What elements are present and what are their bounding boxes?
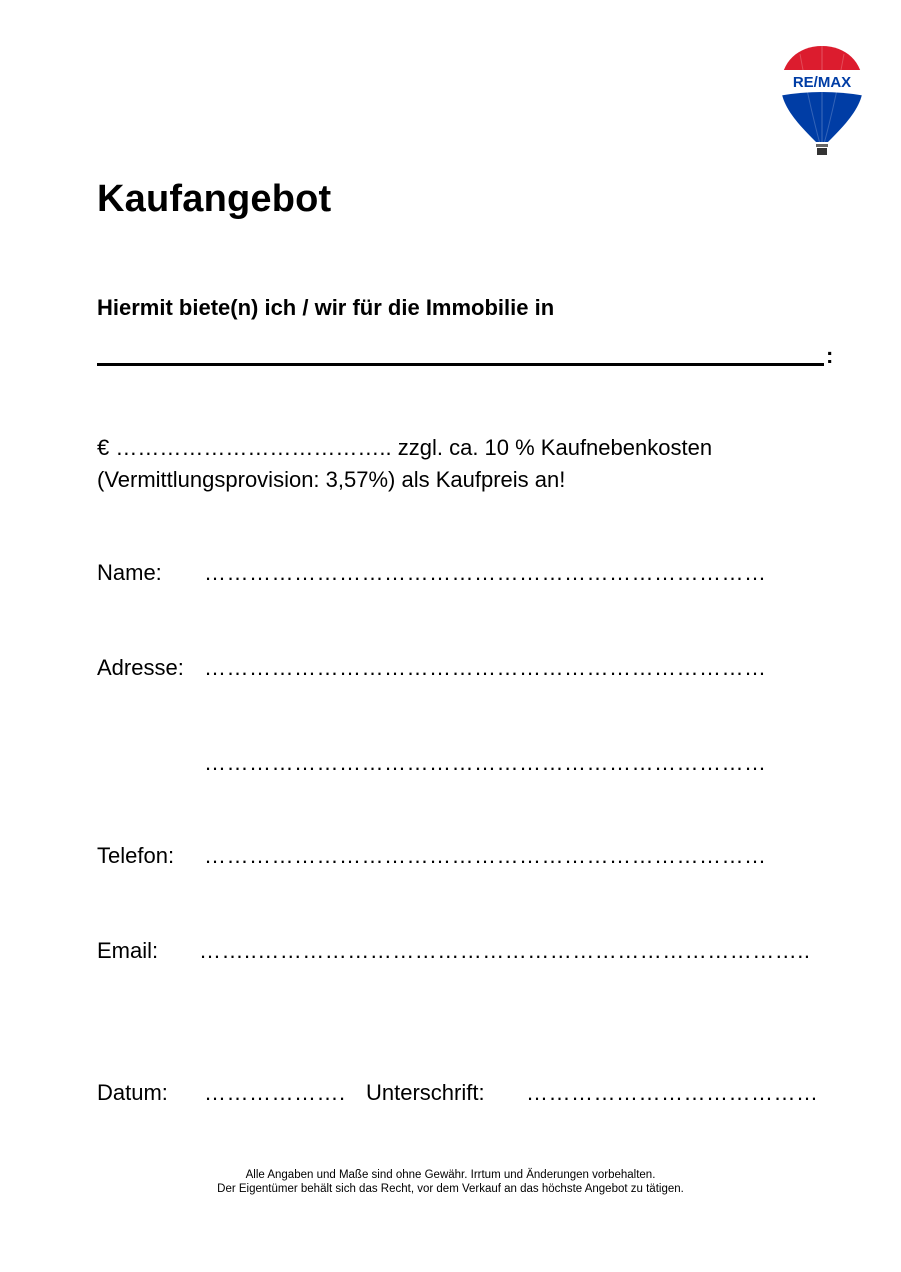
- remax-logo-text: RE/MAX: [792, 74, 852, 91]
- price-blank-dots[interactable]: ………………………………..: [115, 435, 392, 460]
- address-label: Adresse:: [97, 655, 184, 680]
- offer-intro-text: Hiermit biete(n) ich / wir für die Immobilie in: [97, 295, 555, 320]
- address-blank-dots[interactable]: …………………………………………………………………: [204, 655, 767, 680]
- euro-symbol: €: [97, 435, 110, 460]
- price-statement: [97, 432, 712, 496]
- address-second-line-dots[interactable]: …………………………………………………………………: [204, 750, 767, 775]
- phone-label: Telefon:: [97, 843, 175, 868]
- commission-text: (Vermittlungsprovision: 3,57%) als Kaufpreis an!: [97, 467, 566, 492]
- date-label: Datum:: [97, 1080, 168, 1105]
- signature-label: Unterschrift:: [366, 1080, 485, 1105]
- date-blank-dots[interactable]: ……………….: [204, 1080, 346, 1105]
- remax-balloon-logo: [778, 44, 866, 158]
- disclaimer-footer: [0, 1168, 901, 1196]
- hot-air-balloon-icon: [778, 44, 866, 158]
- disclaimer-line-2: Der Eigentümer behält sich das Recht, vor dem Verkauf an das höchste Angebot zu tätigen.: [217, 1183, 684, 1195]
- name-label: Name:: [97, 560, 162, 585]
- phone-blank-dots[interactable]: …………………………………………………………………: [204, 843, 767, 868]
- address-colon: :: [826, 343, 834, 368]
- document-title: Kaufangebot: [97, 178, 332, 220]
- name-blank-dots[interactable]: …………………………………………………………………: [204, 560, 767, 585]
- email-label: Email:: [97, 938, 159, 963]
- disclaimer-line-1: Alle Angaben und Maße sind ohne Gewähr. Irrtum und Änderungen vorbehalten.: [245, 1169, 656, 1181]
- price-suffix-text: zzgl. ca. 10 % Kaufnebenkosten: [397, 435, 713, 460]
- email-blank-dots[interactable]: ……..………………………………………………………………..: [199, 938, 811, 963]
- signature-blank-dots[interactable]: …………………………………: [526, 1080, 819, 1105]
- property-address-blank-line[interactable]: [97, 363, 824, 366]
